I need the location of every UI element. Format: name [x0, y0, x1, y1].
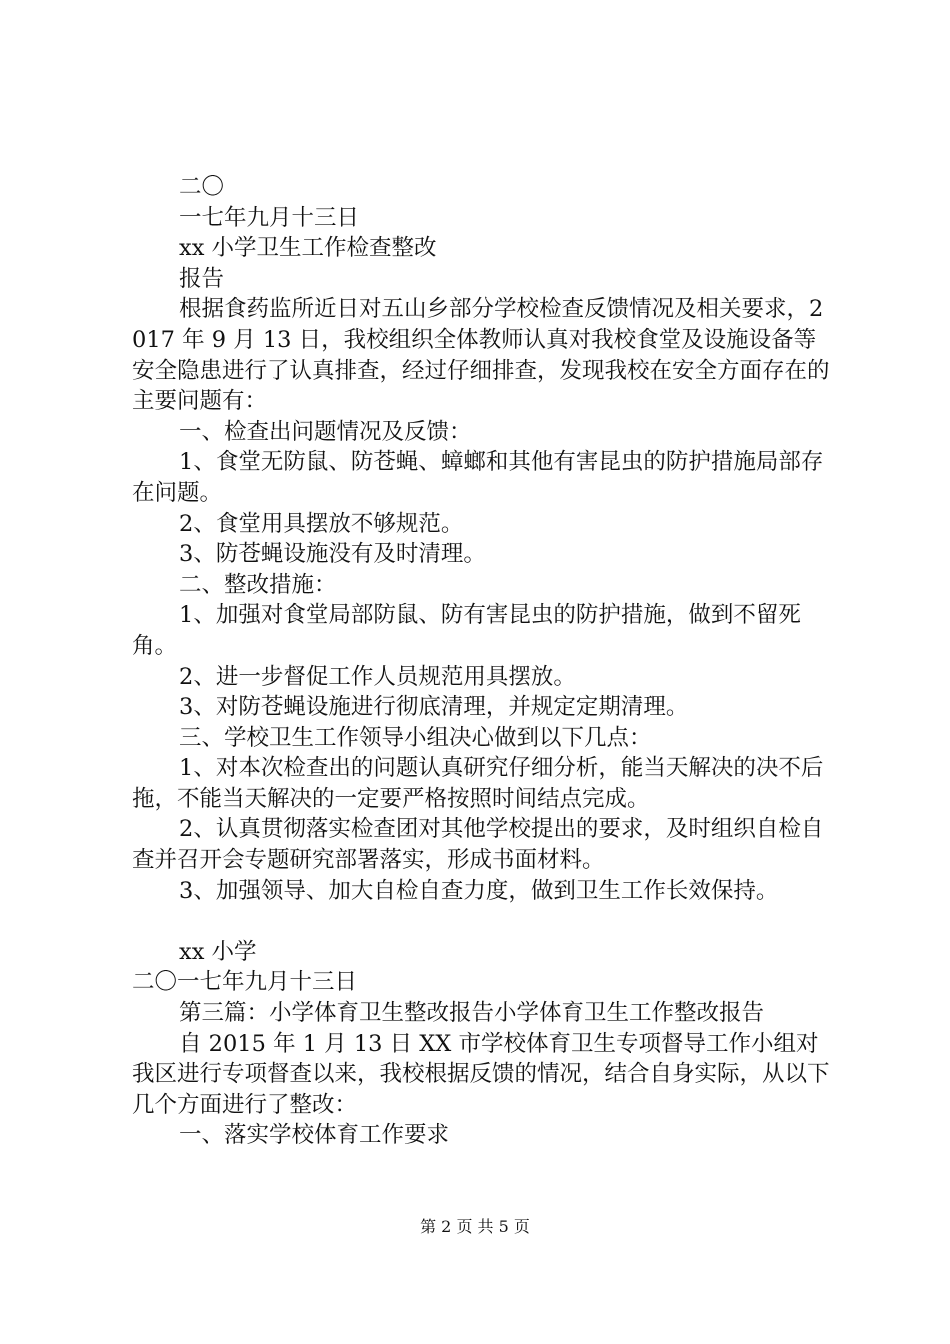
report-title: xx 小学卫生工作检查整改: [179, 235, 437, 262]
section-heading-3: 三、学校卫生工作领导小组决心做到以下几点：: [179, 724, 652, 751]
date-line-2: 一七年九月十三日: [179, 204, 360, 231]
signature-school: xx 小学: [179, 938, 257, 965]
report-title-cont: 报告: [179, 265, 225, 292]
list-item: 3、加强领导、加大自检自查力度，做到卫生工作长效保持。: [179, 877, 779, 904]
page-footer: 第 2 页 共 5 页: [420, 1217, 530, 1236]
date-line-1: 二〇: [179, 174, 225, 200]
signature-date: 二〇一七年九月十三日: [132, 969, 358, 996]
document-body: [132, 172, 832, 1151]
list-item: 2、进一步督促工作人员规范用具摆放。: [179, 663, 576, 690]
list-item: 1、食堂无防鼠、防苍蝇、蟑螂和其他有害昆虫的防护措施局部存在问题。: [132, 449, 824, 506]
list-item: 2、认真贯彻落实检查团对其他学校提出的要求，及时组织自检自查并召开会专题研究部署落实，形成书面材料。: [132, 816, 824, 874]
paragraph-chapter-intro: 自 2015 年 1 月 13 日 XX 市学校体育卫生专项督导工作小组对我区进行专项督查以来，我校根据反馈的情况，结合自身实际，从以下几个方面进行了整改：: [132, 1030, 830, 1118]
list-item: 1、对本次检查出的问题认真研究仔细分析，能当天解决的决不后拖，不能当天解决的一定要严格按照时间结点完成。: [132, 755, 824, 812]
section-heading-1: 一、检查出问题情况及反馈：: [179, 418, 472, 445]
list-item: 3、对防苍蝇设施进行彻底清理，并规定定期清理。: [179, 694, 689, 721]
paragraph-intro: 根据食药监所近日对五山乡部分学校检查反馈情况及相关要求，2017 年 9 月 13 日，我校组织全体教师认真对我校食堂及设施设备等安全隐患进行了认真排查，经过仔细排查，发现我校在安全方面存在的主要问题有：: [132, 296, 830, 415]
chapter-heading: 第三篇：小学体育卫生整改报告小学体育卫生工作整改报告: [179, 1000, 765, 1027]
list-item: 1、加强对食堂局部防鼠、防有害昆虫的防护措施，做到不留死角。: [132, 602, 801, 659]
blank-line: [132, 906, 832, 937]
list-item: 3、防苍蝇设施没有及时清理。: [179, 541, 486, 568]
section-heading-2: 二、整改措施：: [179, 571, 337, 598]
section-heading-4: 一、落实学校体育工作要求: [179, 1122, 450, 1149]
list-item: 2、食堂用具摆放不够规范。: [179, 510, 464, 537]
